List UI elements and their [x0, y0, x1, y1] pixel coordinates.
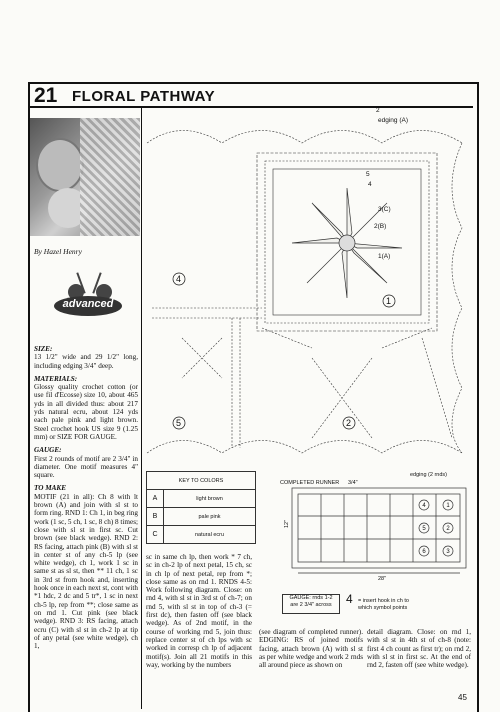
insert-hook-text: = insert hook in ch to — [358, 598, 409, 604]
color-key-letter: C — [147, 526, 164, 544]
to-make-text: MOTIF (21 in all): Ch 8 with lt brown (A) and join with sl st to form ring. RND 1: Ch 1, in beg ring work (1 sc, 5 ch, 1 sc, 8 ch) 8 times; close with sl st in first sc. Cut brown (see black wedge). RND 2: RS facing, attach pink (B) with sl st in center st of any ch-5 lp (see white wedge), ch 1, work 1 sc in same st as sl st, then ** 11 ch, 1 sc in 3rd st from hook and, inserting hook once in each next st, cont with *1 hdc, 2 dc and 5 tr*, 1 sc in next ch-5 lp, rep from **; close same as on rnd 1. Cut pink (see black wedge). RND 3: RS facing, attach ecru (C) with sl st in ch-2 lp at tip of any petal (see white wedge), ch 1, — [34, 492, 138, 651]
pattern-number: 21 — [34, 84, 58, 107]
insert-hook-text: which symbol points — [358, 604, 408, 611]
runner-motif-number: 6 — [422, 549, 426, 555]
runner-edging-label: edging (2 rnds) — [410, 472, 447, 478]
diagram-label: 1 — [386, 296, 392, 306]
to-make-heading: TO MAKE — [34, 484, 67, 493]
materials-heading: MATERIALS: — [34, 374, 78, 383]
diagram-label: 2 — [376, 107, 380, 114]
runner-motif-number: 3 — [446, 549, 450, 555]
diagram-label: 4 — [368, 181, 372, 188]
photo-plate — [36, 138, 84, 192]
photo-lace-runner — [80, 118, 140, 236]
project-photo — [30, 118, 140, 236]
runner-motif-number: 2 — [446, 526, 450, 532]
gauge-box-line: are 2 3/4" across — [290, 602, 332, 608]
skill-badge — [54, 290, 122, 320]
color-key-name: natural ecru — [164, 526, 256, 544]
color-key-table — [146, 471, 256, 544]
color-key-letter: A — [147, 490, 164, 508]
insert-hook-legend — [346, 592, 409, 611]
runner-title: COMPLETED RUNNER — [280, 480, 340, 486]
materials-column — [34, 345, 138, 655]
instructions-column-2: sc in same ch lp, then work * 7 ch, sc in ch-2 lp of next petal, 15 ch, sc in ch lp of next petal, rep from *; close same as on rnd 1. RNDS 4-5: Work following diagram. Close: on rnd 4, with sl st in 3rd st of ch-7; on rnd 5, with sl st in top of ch-3 (= first dc), then fasten off (see black wedge). As of 2nd motif, in the course of working rnd 5, join thus: replace center st of ch lps with sc worked in corresp ch lp of adjacent motif(s). Join all 21 motifs in this way, working by the numbers — [146, 553, 252, 669]
instructions-column-3: (see diagram of completed runner). EDGING: RS of joined motifs facing, attach brown (A) with sl st as per white wedge and work 2 rnds all around piece as shown on — [259, 628, 363, 670]
diagram-label: 2 — [346, 418, 352, 428]
color-key-title: KEY TO COLORS — [147, 472, 256, 490]
runner-motif-number: 5 — [422, 526, 426, 532]
runner-motif-number: 4 — [422, 503, 426, 509]
runner-edge-depth: 3/4" — [348, 480, 358, 486]
color-key-name: pale pink — [164, 508, 256, 526]
gauge-box-line: GAUGE: rnds 1-2 — [289, 595, 333, 601]
color-key-letter: B — [147, 508, 164, 526]
pattern-header — [30, 84, 473, 108]
diagram-label: 5 — [176, 418, 182, 428]
gauge-heading: GAUGE: — [34, 446, 62, 455]
size-heading: SIZE: — [34, 345, 53, 353]
byline: By Hazel Henry — [34, 247, 82, 256]
color-key-name: light brown — [164, 490, 256, 508]
size-text: 13 1/2" wide and 29 1/2" long, including edging 3/4" deep. — [34, 353, 138, 370]
instructions-column-4: detail diagram. Close: on rnd 1, with sl st in 4th st of ch-8 (note: first 4 ch count as first tr); on rnd 2, with sl st in first sc. At the end of rnd 2, fasten off (see white wedge). — [367, 628, 471, 670]
motif-diagram — [142, 108, 472, 468]
pattern-title: FLORAL PATHWAY — [72, 88, 216, 105]
diagram-label: 5 — [366, 171, 370, 178]
skill-badge-label: advanced — [62, 298, 114, 310]
diagram-label: 4 — [176, 274, 182, 284]
gauge-box — [282, 594, 340, 614]
runner-width: 12" — [284, 519, 290, 528]
materials-text: Glossy quality crochet cotton (or use fil d'Ecosse) size 10, about 465 yds in all divided thus: about 217 yds natural ecru, about 124 yds each pale pink and light brown. Steel crochet hook US size 9 (1.25 mm) or SIZE FOR GAUGE. — [34, 383, 138, 441]
insert-hook-symbol: 4 — [346, 592, 353, 606]
completed-runner-diagram — [280, 472, 470, 588]
runner-motif-number: 1 — [446, 503, 450, 509]
runner-length: 28" — [378, 576, 387, 582]
gauge-text: First 2 rounds of motif are 2 3/4" in diameter. One motif measures 4" square. — [34, 454, 138, 480]
diagram-label: 3(C) — [378, 206, 391, 213]
diagram-label: 2(B) — [374, 223, 387, 230]
diagram-edging-label: edging (A) — [378, 117, 408, 124]
page-number: 45 — [458, 693, 467, 702]
diagram-label: 1(A) — [378, 253, 391, 260]
